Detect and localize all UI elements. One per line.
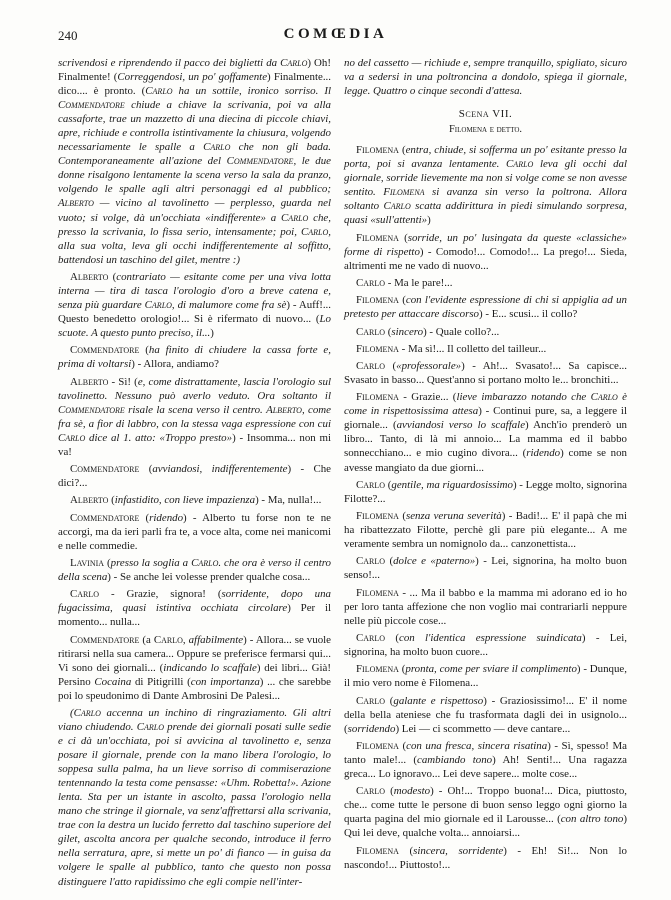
stage-direction: » [226,431,233,444]
dialogue-text: ( [108,270,117,283]
stage-direction: Commendatore [58,403,125,416]
stage-direction: avviandosi verso lo scaffale [396,419,526,432]
speaker-name: Commendatore [70,633,140,646]
dialogue-paragraph [58,462,331,490]
stage-direction: con importanza [190,675,260,688]
dialogue-paragraph [58,56,331,267]
stage-direction: che, presso la scrivania, lo fissa serio, intensamente; poi, [58,211,331,238]
dialogue-text: - ... Ma il babbo e la mamma mi adorano ed io ho per loro tanta affezione che non voglio mai contrariarli neppure nelle più piccole cose... [344,586,627,627]
dialogue-text: ) - Allora, andiamo? [131,358,219,371]
dialogue-paragraph [344,554,627,582]
dialogue-paragraph [344,509,627,551]
stage-direction: Carlo [280,57,308,69]
speaker-name: Filomena [356,739,399,752]
dialogue-paragraph [58,511,331,553]
dialogue-paragraph [58,556,331,584]
dialogue-text: ) Per il momento... nulla... [58,602,331,629]
dialogue-text: ) Qui lei deve, qualche volta... annoiarsi... [344,813,627,840]
stage-direction: Alberto [58,197,94,210]
dialogue-paragraph [58,375,331,459]
dialogue-text: ( [398,144,406,157]
dialogue-text: ) - Lei, signorina, ha molto buon cuore... [344,631,628,659]
stage-direction: che non gli bada. Contemporaneamente all'azione del [58,141,331,168]
dialogue-text: ( [398,294,406,307]
dialogue-text: ) - Insomma... non mi va! [58,431,331,458]
speaker-name: Carlo [356,478,386,491]
stage-direction: Carlo [590,391,618,404]
stage-direction: con l'evidente espressione di chi si appiglia ad un pretesto per attaccare discorso [344,294,627,321]
stage-direction: scrivendosi e riprendendo il pacco dei biglietti da [58,57,281,69]
dialogue-text: - Ma le pare!... [385,277,453,290]
dialogue-text: ( [385,631,399,644]
speaker-name: Lavinia [70,556,105,569]
stage-direction: risale la scena verso il centro. [124,403,267,416]
dialogue-text: - Grazie... ( [398,391,457,404]
stage-direction: indicando lo scaffale [163,661,257,674]
stage-direction: senza veruna severità [405,510,502,523]
dialogue-text: ) - Ma, nulla!... [255,494,322,507]
dialogue-paragraph [344,784,627,840]
dialogue-paragraph [344,325,627,339]
stage-direction: affabilmente [188,633,244,646]
stage-direction: galante e rispettoso [393,694,484,707]
journal-title: COMŒDIA [283,26,388,42]
dialogue-text: ( [398,231,408,244]
dialogue-text: ) Lei — ci scommetto — deve cantare... [395,722,571,735]
stage-direction: Alberto [266,403,302,416]
stage-direction: con altro tono [560,813,624,826]
stage-direction: Correggendosi, un po' goffamente [117,71,268,84]
speaker-name: Alberto [70,270,109,283]
stage-direction: contrariato — esitante come per una viva lotta interna — tira di tasca l'orologio d'oro a breve catena e, senza più guardare [58,270,331,311]
dialogue-paragraph [344,631,627,659]
dialogue-paragraph [344,231,627,273]
page-header [0,22,671,42]
dialogue-paragraph [344,293,627,321]
speaker-name: Filomena [356,342,399,355]
dialogue-text: ( [385,325,392,338]
stage-direction: ha finito di chiudere la cassa forte e, prima di voltarsi [58,344,331,371]
dialogue-paragraph [344,844,627,872]
dialogue-paragraph [344,342,627,356]
dialogue-text: ( [139,344,149,357]
dialogue-text: ) - Legge molto, signorina Filotte?... [344,478,627,505]
dialogue-text: ) - Continui pure, sa, a leggere il giornale... ( [344,405,627,432]
speaker-name: Filomena [356,586,399,599]
stage-direction: è come in rispettosissima attesa [344,391,628,418]
stage-direction: Commendatore [58,99,125,112]
stage-direction: Lo scuote. A questo punto preciso, il... [58,313,331,340]
stage-direction: Carlo [145,85,173,98]
scene-title: Scena VII. [458,108,513,121]
dialogue-text: ) - Se anche lei volesse prender qualche cosa... [107,570,311,583]
speaker-name: Filomena [356,231,399,244]
speaker-name: Filomena [356,844,399,857]
dialogue-paragraph [344,56,627,98]
stage-direction: Carlo [506,158,534,171]
dialogue-text: ) - Dunque, il mio vero nome è Filomena... [344,663,627,690]
stage-direction: presso la soglia a [110,556,192,569]
dialogue-text: ) Anch'io prenderò un libro... Tanto, di là mi annoio... La mamma ed il babbo sonnecchiano... e mio cugino divora... ( [344,419,628,460]
dialogue-text: ) Finalmente... dico.... è pronto. ( [58,71,331,98]
dialogue-paragraph [58,270,331,340]
stage-direction: Carlo [73,706,101,719]
stage-direction: avviandosi, indifferentemente [152,463,288,476]
stage-direction: si avanza sin verso la poltrona. Allora soltanto [344,186,627,213]
speaker-name: Filomena [356,294,399,307]
stage-direction: , le due donne risalgono lentamente la scena verso la sala da pranzo, volgendo le spalle agli altri personaggi ed al pubblico; [58,155,331,196]
dialogue-text: ) - Quale collo?... [423,325,500,338]
dialogue-paragraph [344,662,627,690]
stage-direction: Troppo presto [164,431,227,444]
dialogue-text: - Ma sì!... Il colletto del tailleur... [398,342,547,355]
dialogue-paragraph [344,586,627,628]
stage-direction: sorridendo [347,722,396,735]
dialogue-text: , [182,633,189,646]
dialogue-text: ( [385,785,394,798]
dialogue-paragraph [58,343,331,371]
dialogue-text: ( [398,844,414,857]
speaker-name: Carlo [356,631,386,644]
stage-direction: Carlo [58,431,86,444]
stage-direction: , come fra sè, a fior di labbro, con la stessa vaga espressione con cui [58,403,331,430]
dialogue-text: - Sì! ( [108,375,138,388]
dialogue-paragraph [344,694,627,736]
dialogue-text: ( [104,556,111,569]
dialogue-text: ) - Che dici?... [58,463,331,490]
stage-direction: sorridente, dopo una fugacissima, quasi istintiva occhiata circolare [58,588,331,615]
dialogue-text: ) - Badi!... E' il papà che mi ha ribattezzato Filotte, perchè gli pare più elegante... A me veramente sembra un nomignolo da... canzonettista... [344,510,627,551]
dialogue-text: ( [385,555,394,568]
speaker-name: Alberto [70,494,109,507]
dialogue-text: ) - Lei, signorina, ha molto buon senso!... [344,555,627,582]
dialogue-text: ( [398,739,407,752]
speaker-name: Carlo [356,325,386,338]
stage-direction: chiude a chiave la scrivania, poi va alla cassaforte, trae un mazzetto di una diecina di piccole chiavi, apre, richiude e controlla istintivamente la chiusura, volgendo necessariamente le spalle a [58,99,331,154]
dialogue-text: Oh! Finalmente! ( [58,57,331,84]
stage-direction: Carlo [203,141,231,154]
stage-direction: e, come distrattamente, lascia l'orologio sul tavolinetto. Nessuno può averlo veduto. Ora soltanto il [58,375,331,402]
dialogue-text: di Pitigrilli ( [131,675,191,688]
dialogue-text: ) dei libri... Già! Persino [58,661,331,688]
dialogue-text: ) - Graziosissimo!... E' il nome della bella ateniese che fu trasformata dagli dei in usignolo... ( [344,694,627,735]
stage-direction: dolce e «paterno» [393,555,476,568]
dialogue-text: ( [385,478,392,491]
dialogue-text: ) come se non avesse mangiato da due giorni... [344,447,627,474]
dialogue-paragraph [58,493,331,507]
stage-direction: — vicino al tavolinetto — perplesso, guarda nel vuoto; si volge, dà un'occhiata «indifferente» a [58,197,331,224]
stage-direction: infastidito, con lieve impazienza [114,494,256,507]
stage-direction: entra, chiude, si sofferma un po' esitante presso la porta, poi si avanza lentamente. [344,144,627,171]
dialogue-text: ( [385,360,397,373]
stage-direction: gentile, ma riguardosissimo [391,478,513,491]
stage-direction: Carlo [191,556,219,569]
speaker-name: Carlo [70,588,100,601]
stage-direction: modesto [393,785,431,798]
speaker-name: Filomena [356,144,399,157]
dialogue-text: ) [307,57,312,69]
stage-direction: Commendatore [226,155,294,168]
stage-direction: , di malumore come fra sè [171,298,287,311]
stage-direction: Carlo [301,225,329,238]
dialogue-text: (a [139,633,154,646]
speaker-name: Carlo [356,555,386,568]
stage-direction: sorride, un po' lusingata da queste «classiche» forme di rispetto [344,231,627,258]
stage-direction: sincera, sorridente [413,844,504,857]
page-number: 240 [58,28,78,43]
stage-direction: ha un sottile, ironico sorriso. Il [172,85,331,98]
speaker-name: Commendatore [70,463,140,476]
stage-direction: Filomena [383,186,425,199]
dialogue-paragraph [344,390,627,474]
dialogue-text: ) - Allora... se vuole ritirarsi nella sua camera... Oppure se preferisce fermarsi qui... Vi sono dei giornali... ( [58,633,331,674]
stage-direction: no del cassetto — richiude e, sempre tranquillo, spigliato, sicuro va a sedersi in una poltroncina a dondolo, spiega il giornale, legge. Quattro o cinque secondi d'attesa. [344,57,627,98]
dialogue-text: ) [210,327,214,340]
stage-direction: pronta, come per sviare il complimento [405,663,577,676]
stage-direction: con una fresca, sincera risatina [406,739,548,752]
dialogue-text: ( [139,511,150,524]
speaker-name: Filomena [356,391,399,404]
dialogue-paragraph [58,587,331,629]
stage-direction: «professorale» [396,360,462,373]
stage-direction: Carlo [144,298,172,311]
dialogue-text: ( [139,463,153,476]
dialogue-text: ) ... che sarebbe poi lo speudonimo di Dante Ambrosini De Palesi... [58,675,331,702]
dialogue-paragraph [344,276,627,290]
right-column [344,56,627,875]
dialogue-text: ( [398,510,406,523]
stage-direction: scatta addirittura in piedi simulando sorpresa, quasi «sull'attenti» [344,200,627,227]
dialogue-text: - Grazie, signora! ( [99,588,222,601]
stage-direction: dice al 1. atto: « [85,431,165,444]
dialogue-paragraph [58,706,331,889]
dialogue-text: ) - Oh!... Troppo buona!... Dica, piuttosto, che... come tutte le persone di buon senso leggo ogni giorno la quarta pagina del mio giornale ed il Larousse... ( [344,785,627,826]
dialogue-text: ( [398,663,406,676]
dialogue-text: ( [108,494,115,507]
stage-direction: Carlo [281,211,309,224]
stage-direction: con l'identica espressione suindicata [399,631,582,644]
stage-direction: Cocaina [94,675,132,688]
speaker-name: Carlo [356,785,386,798]
dialogue-text: ) Ah! Senti!... Una ragazza greca... Lo ignoravo... Lei deve sapere... molte cose... [344,753,627,780]
stage-direction: ( [70,706,74,719]
scene-characters: Filomena e detto. [448,124,523,136]
stage-direction: , alla sua volta, leva gli occhi indifferentemente al soffitto, battendosi un taschino del gilet, mentre :) [58,225,331,266]
dialogue-text: ) - Alberto tu forse non te ne accorgi, ma da ieri parli fra te, a voce alta, come nei manicomi e nelle commedie. [58,511,331,552]
speaker-name: Filomena [356,510,399,523]
speaker-name: Carlo [356,277,386,290]
stage-direction: cambiando tono [417,753,493,766]
speaker-name: Carlo [356,694,386,707]
dialogue-text: ( [385,694,394,707]
stage-direction: Carlo [136,720,164,733]
stage-direction: sincero [391,325,424,338]
dialogue-text: ) - Ah!... Svasato!... Sa capisce... Svasato in basso... Quest'anno si portano molto le... bronchiti... [344,360,627,387]
speaker-name: Filomena [356,663,399,676]
stage-direction: Carlo [383,200,411,213]
speaker-name: Commendatore [70,344,140,357]
speaker-name: Commendatore [70,511,140,524]
dialogue-text: ) - Comodo!... Comodo!... La prego!... Sieda, altrimenti me ne vado di nuovo... [344,245,627,272]
stage-direction: leva gli occhi dal giornale, sorride lievemente ma non si volge come se non avesse sentito. [344,158,627,199]
stage-direction: ridendo [149,511,184,524]
speaker-name: Carlo [153,633,183,646]
dialogue-text: ) - E... scusi... il collo? [479,308,578,321]
dialogue-text: ) - Auff!... Questo benedetto orologio!... Si è rifermato di nuovo... ( [58,298,331,326]
dialogue-paragraph [344,478,627,506]
speaker-name: Alberto [70,375,109,388]
stage-direction: accenna un inchino di ringraziamento. Gli altri viano chiudendo. [58,706,331,733]
dialogue-text: ) [427,214,431,227]
dialogue-text: ) - Sì, spesso! Ma tanto male!... ( [344,739,627,766]
dialogue-paragraph [344,143,627,227]
stage-direction: ridendo [526,447,561,460]
dialogue-paragraph [58,633,331,703]
stage-direction: . che ora è verso il centro della scena [58,556,331,583]
dialogue-text: ) - Eh! Sì!... Non lo nascondo!... Piuttosto!... [344,844,627,871]
dialogue-paragraph [344,359,627,387]
stage-direction: lieve imbarazzo notando che [456,391,591,404]
stage-direction: prende dei giornali posati sulle sedie e ci dà un'occhiata, poi si avvicina al tavolinetto e, senza posare il giornale, prende con la mano libera l'orologio, lo soppesa sulla palma, ha un lieve sorriso di commiserazione tentennando la testa come pensasse: «Uhm. Robetta!». Azione lenta. Sta per un istante in ascolto, passa l'orologio nella mano che stringe il giornale, va senz'affrettarsi alla scrivania, trae con la destra un lucido ferretto dal taschino superiore del gilet, ascolta ancora per qualche secondo, introduce il ferro nella serratura, apre, si mette un po' di fianco — in guisa da volgere le spalle al pubblico, tanto che questo non possa distinguere l'atto rapidissimo che egli compie nell'inter- [58,720,331,888]
speaker-name: Carlo [356,360,386,373]
left-column [58,56,331,892]
dialogue-paragraph [344,739,627,781]
